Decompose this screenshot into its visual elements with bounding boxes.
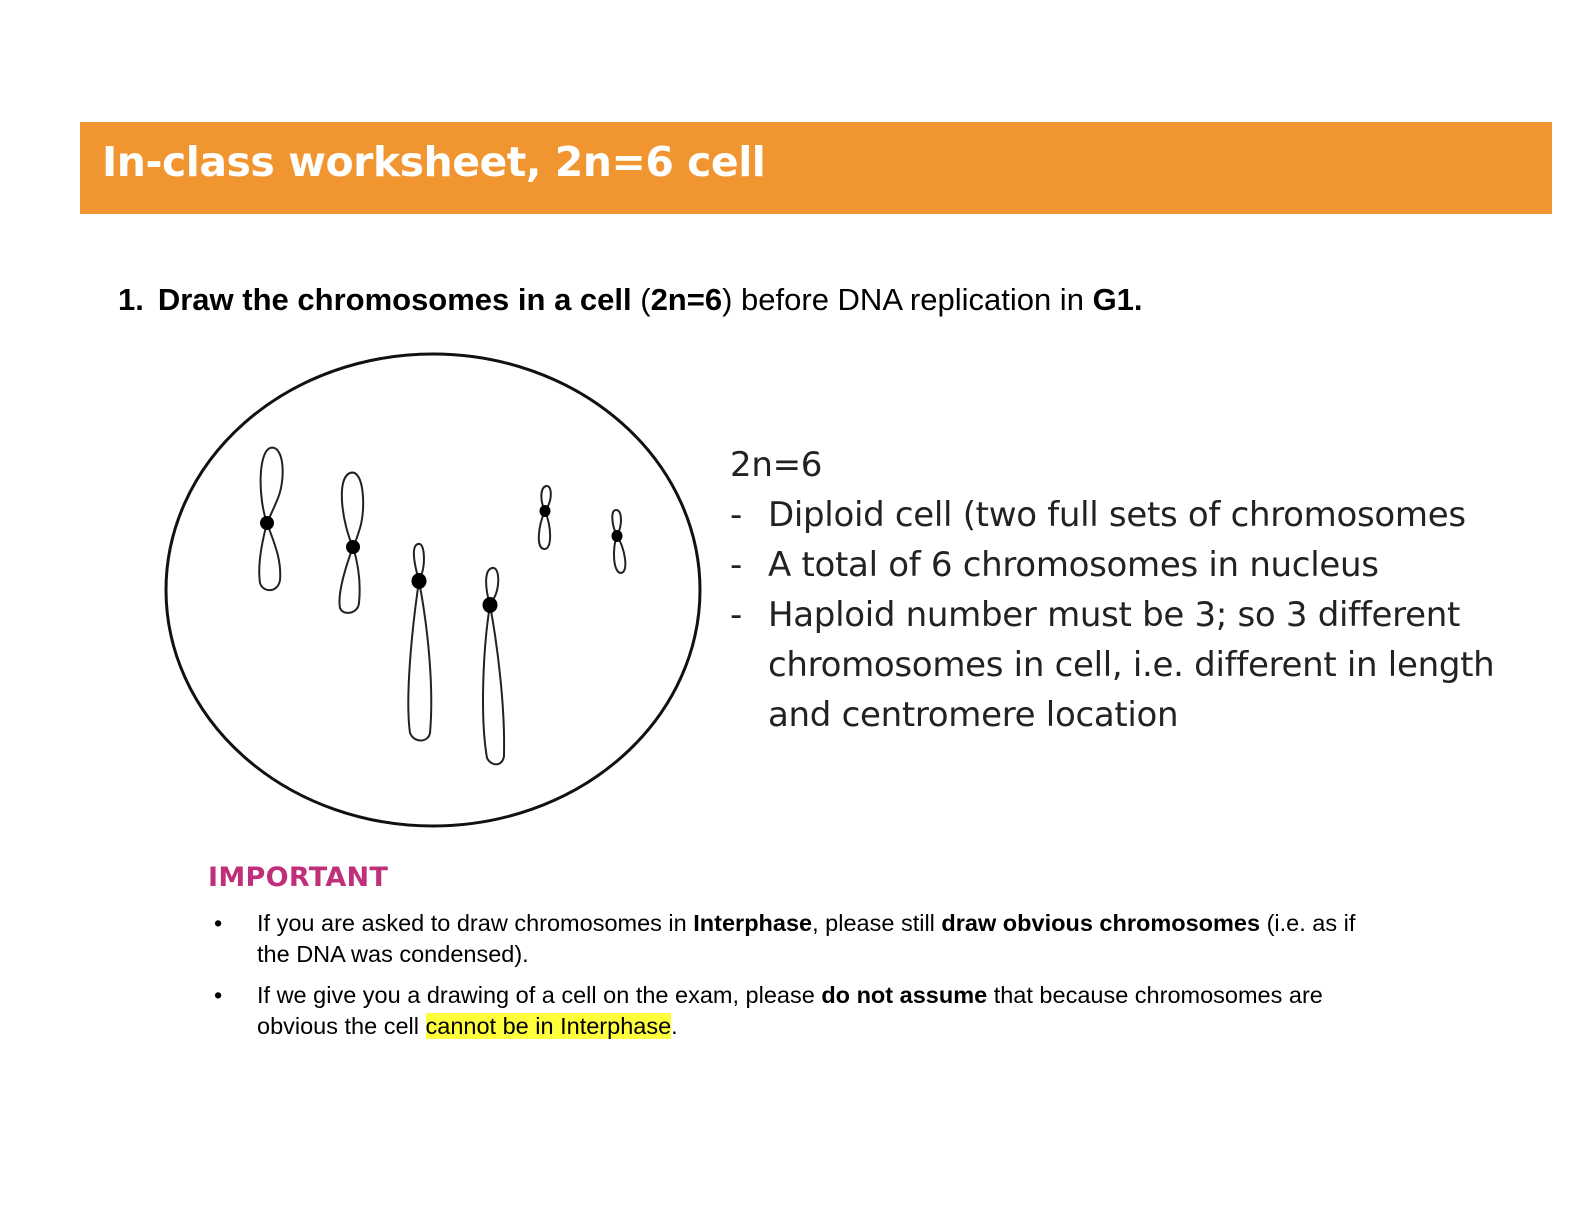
highlighted-text: cannot be in Interphase [425, 1013, 672, 1039]
question-phase: G1. [1092, 282, 1143, 317]
text-bold: Interphase [693, 910, 813, 936]
notes-item [730, 540, 1530, 590]
important-heading: IMPORTANT [208, 862, 389, 893]
text: If you are asked to draw chromosomes in [257, 910, 694, 936]
dash-bullet: - [730, 495, 742, 535]
question-ploidy: 2n=6 [650, 282, 723, 317]
important-list [214, 908, 1374, 1052]
centromere-4 [483, 597, 498, 613]
page-title: In-class worksheet, 2n=6 cell [102, 138, 766, 186]
text: . [671, 1013, 678, 1039]
centromere-3 [412, 573, 427, 589]
cell-membrane [166, 354, 700, 826]
centromere-1 [260, 516, 274, 530]
title-banner [80, 122, 1552, 214]
text-bold: do not assume [821, 982, 988, 1008]
text: that because chromosomes are obvious the cell [257, 982, 1323, 1039]
notes-item [730, 590, 1530, 740]
bullet: • [214, 910, 223, 936]
question-text-paren-open: ( [631, 282, 651, 317]
question-1 [118, 282, 1143, 318]
notes-item-text: Haploid number must be 3; so 3 different chromosomes in cell, i.e. different in length and centromere location [768, 595, 1495, 735]
bullet: • [214, 982, 223, 1008]
cell-notes [730, 440, 1530, 740]
centromere-5 [540, 505, 551, 517]
dash-bullet: - [730, 595, 742, 635]
centromere-2 [346, 540, 360, 554]
important-item-1 [214, 908, 1374, 970]
notes-item-text: Diploid cell (two full sets of chromosomes [768, 495, 1466, 535]
important-item-2 [214, 980, 1374, 1042]
chromosome-5 [539, 486, 551, 549]
notes-item-text: A total of 6 chromosomes in nucleus [768, 545, 1379, 585]
centromere-6 [612, 530, 623, 542]
dash-bullet: - [730, 545, 742, 585]
cell-diagram [160, 348, 712, 838]
text: If we give you a drawing of a cell on the exam, please [257, 982, 822, 1008]
text: , please still [812, 910, 942, 936]
text-bold: draw obvious chromosomes [941, 910, 1261, 936]
chromosome-4 [483, 568, 504, 764]
notes-heading: 2n=6 [730, 445, 823, 485]
notes-item [730, 490, 1530, 540]
question-text: ) before DNA replication in [722, 282, 1093, 317]
question-text-bold: Draw the chromosomes in a cell [157, 282, 632, 317]
text: (i.e. as if the DNA was condensed). [257, 910, 1356, 967]
question-number: 1. [118, 282, 144, 317]
notes-list [730, 490, 1530, 740]
